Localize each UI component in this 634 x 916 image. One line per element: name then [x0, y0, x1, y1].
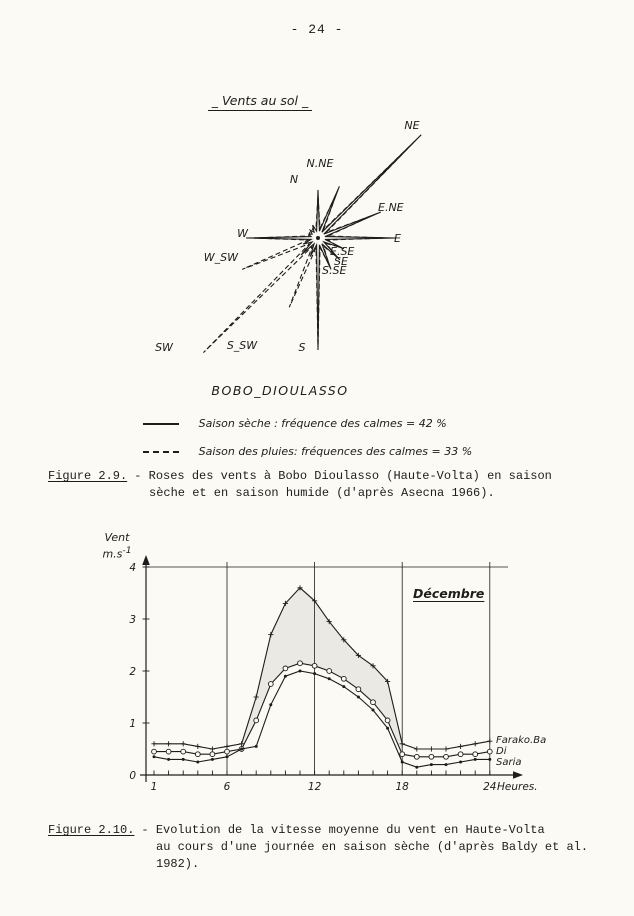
month-label: Décembre	[413, 586, 485, 601]
svg-text:E: E	[394, 232, 401, 245]
svg-text:W_SW: W_SW	[203, 251, 238, 264]
figure-2-10-caption-line1: - Evolution de la vitesse moyenne du vent en Haute-Volta	[141, 823, 545, 837]
figure-2-10-caption-label: Figure 2.10.	[48, 823, 135, 837]
svg-text:N: N	[289, 173, 299, 186]
figure-2-9-caption	[48, 468, 593, 502]
figure-2-9-title-text: _ Vents au sol _	[208, 93, 312, 111]
series-label-saria: Saria	[496, 757, 522, 768]
figure-2-9-caption-line2: sèche et en saison humide (d'après Asecna 1966).	[149, 486, 495, 500]
page-number: - 24 -	[290, 22, 344, 37]
svg-text:1: 1	[150, 781, 158, 793]
rose-legend	[143, 415, 472, 471]
y-axis-label-line1: Vent	[104, 531, 130, 544]
figure-2-10-caption-line1-row	[48, 822, 593, 839]
figure-2-10-caption	[48, 822, 593, 873]
svg-text:24: 24	[483, 781, 497, 793]
svg-text:4: 4	[129, 562, 136, 574]
svg-text:NE: NE	[404, 119, 420, 132]
svg-text:SW: SW	[155, 341, 173, 354]
figure-2-9-caption-line1-row	[48, 468, 593, 485]
legend-wet-label: Saison des pluies: fréquences des calmes = 33 %	[198, 445, 473, 459]
legend-dry-season	[143, 415, 472, 433]
svg-text:12: 12	[307, 781, 322, 793]
wind-rose-chart	[80, 115, 550, 410]
figure-2-9-caption-label: Figure 2.9.	[48, 469, 128, 483]
svg-text:W: W	[237, 227, 248, 240]
x-axis-unit-label: Heures.	[497, 781, 538, 793]
svg-text:S.SE: S.SE	[322, 264, 347, 277]
figure-2-9-caption-line1: - Roses des vents à Bobo Dioulasso (Haute-Volta) en saison	[134, 469, 552, 483]
svg-text:E.NE: E.NE	[378, 201, 404, 214]
legend-wet-season	[143, 443, 472, 461]
dashed-line-swatch	[143, 451, 179, 453]
series-label-farako-ba: Farako.Ba	[496, 735, 547, 746]
solid-line-swatch	[143, 423, 179, 425]
figure-2-9-title	[160, 93, 360, 108]
svg-text:0: 0	[129, 770, 136, 782]
figure-2-10-caption-line2: au cours d'une journée en saison sèche (d'après Baldy et al.	[156, 840, 589, 854]
series-label-di: Di	[496, 746, 507, 757]
svg-text:6: 6	[223, 781, 231, 793]
figure-2-10-caption-line3: 1982).	[156, 857, 200, 871]
svg-text:E.SE: E.SE	[330, 245, 355, 258]
legend-dry-label: Saison sèche : fréquence des calmes = 42 %	[198, 417, 447, 431]
y-axis-label-line2: $m.s^{-1}$	[102, 544, 132, 561]
svg-text:2: 2	[129, 666, 136, 678]
svg-text:N.NE: N.NE	[306, 157, 334, 170]
station-label: BOBO_DIOULASSO	[211, 383, 349, 398]
svg-text:3: 3	[129, 614, 136, 626]
svg-text:SE: SE	[334, 255, 348, 268]
svg-text:S: S	[298, 341, 306, 354]
svg-text:1: 1	[129, 718, 136, 730]
svg-text:S_SW: S_SW	[226, 339, 258, 352]
svg-text:18: 18	[395, 781, 409, 793]
